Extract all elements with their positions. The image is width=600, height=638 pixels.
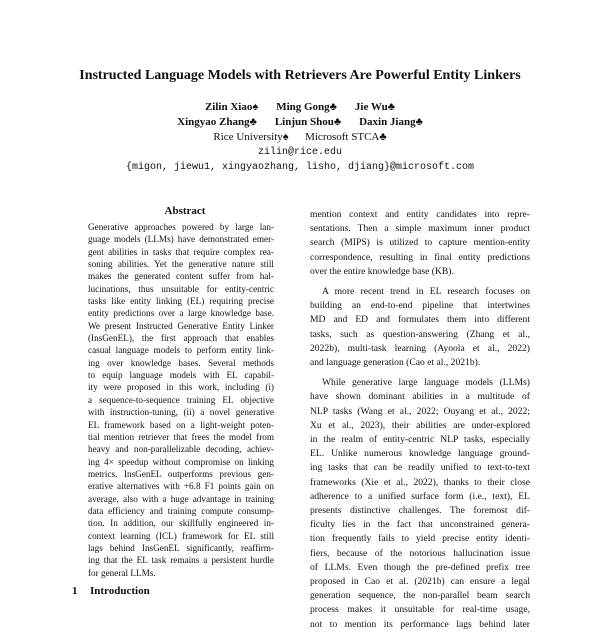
abstract-line: average, also with a huge advantage in training [88, 493, 274, 504]
body-text-right-column [310, 208, 530, 638]
body-line: fiers, because of the notorious hallucination issue [310, 547, 530, 559]
author-name: Zilin Xiao♠ [204, 101, 259, 113]
body-line: 2022b), multi-task learning (Ayoola et al., 2022) [310, 342, 530, 354]
body-paragraph [310, 285, 530, 370]
body-line: and language generation (Cao et al., 2021b). [310, 357, 481, 369]
abstract-line: erative alternatives with +6.8 F1 points gain on [88, 481, 274, 492]
author-name: Ming Gong♣ [276, 101, 337, 113]
body-line: have shown dominant abilities in a multitude of [310, 391, 530, 403]
body-line: A more recent trend in EL research focuses on [322, 286, 530, 298]
abstract-line: guage models (LLMs) have demonstrated emer- [88, 234, 274, 245]
body-line: EL. Unlike numerous knowledge language ground- [310, 448, 530, 460]
body-line: correspondence, resulting in final entity predictions [310, 251, 530, 263]
body-paragraph [310, 376, 530, 632]
body-line: tasks, such as question-answering (Zhang et al., [310, 328, 530, 340]
body-line: building an end-to-end pipeline that intertwines [310, 300, 530, 312]
body-line: over the entire knowledge base (KB). [310, 265, 454, 277]
abstract-line: EL framework based on a light-weight poten- [88, 419, 274, 430]
author-name: Linjun Shou♣ [274, 116, 342, 128]
abstract-line: ing 4× speedup without compromise on linking [88, 456, 274, 467]
body-line: in the realm of entity-centric NLP tasks, especially [310, 434, 530, 446]
body-line: ing tasks that can be readily unified to text-to-text [310, 462, 530, 474]
abstract-line: metrics. InsGenEL outperforms previous gen- [88, 468, 274, 479]
abstract-line: with instruction-tuning, (ii) a novel generative [88, 407, 274, 418]
body-line: process makes it unsuitable for real-time usage, [310, 604, 530, 616]
abstract-line: casual language models to perform entity link- [88, 345, 274, 356]
body-line: frameworks (Xie et al., 2022), thanks to their close [310, 476, 530, 488]
author-name: Jie Wu♣ [354, 101, 396, 113]
section-heading-introduction [72, 585, 150, 597]
body-line: sentations. Then a simple maximum inner product [310, 223, 530, 235]
abstract-line: ing that the EL task remains a persistent hurdle [88, 555, 274, 566]
abstract-line: lags behind InsGenEL significantly, reaffirm- [88, 542, 274, 553]
abstract-line: (InsGenEL), the first approach that enables [88, 333, 274, 344]
abstract-line: context learning (ICL) framework for EL still [88, 530, 274, 541]
abstract-line: data efficiency and training compute consump- [88, 505, 274, 516]
abstract-line: entity predictions over a large knowledge base. [88, 308, 274, 319]
abstract-line: tion. In addition, our skillfully engineered in- [88, 518, 274, 529]
body-line: MD and ED and formulates them into different [310, 314, 530, 326]
body-line: not to mention its performance lags behind later [310, 618, 530, 630]
section-title: Introduction [90, 585, 150, 597]
abstract-line: lucinations, thus unsuitable for entity-centric [88, 283, 274, 294]
abstract-line: tasks like entity linking (EL) requiring precise [88, 296, 274, 307]
abstract-line: heavy and non-parallelizable decoding, achiev- [88, 444, 274, 455]
affiliations: Rice University♠ Microsoft STCA♣ [213, 131, 387, 143]
body-line: NLP tasks (Wang et al., 2022; Ouyang et al., 2022; [310, 405, 530, 417]
author-name: Xingyao Zhang♣ [177, 116, 257, 128]
abstract-line: ity were proposed in this work, including (i) [88, 382, 274, 393]
body-line: tion frequently fails to yield precise entity identi- [310, 533, 530, 545]
abstract-line: a sequence-to-sequence training EL objective [88, 394, 274, 405]
abstract-heading: Abstract [164, 205, 206, 217]
abstract-line: tial mention retriever that frees the model from [88, 431, 274, 442]
author-name: Daxin Jiang♣ [359, 116, 423, 128]
abstract-line: for general LLMs. [88, 567, 156, 578]
author-line-1 [0, 101, 600, 113]
abstract-line: soning abilities. Yet the generative nature still [88, 259, 274, 270]
body-line: mention context and entity candidates into repre- [310, 209, 530, 220]
body-line: proposed in Cao et al. (2021b) can ensure a legal [310, 576, 530, 588]
paper-title: Instructed Language Models with Retrievers Are Powerful Entity Linkers [79, 68, 521, 83]
abstract-line: to equip language models with EL capabil- [88, 370, 274, 381]
body-line: of LLMs. Even though the pre-defined prefix tree [310, 561, 530, 573]
abstract-line: ing over knowledge bases. Several methods [88, 357, 274, 368]
abstract-line: gent abilities in tasks that require complex rea- [88, 246, 274, 257]
section-number: 1 [72, 585, 78, 597]
body-line: While generative large language models (LLMs) [322, 377, 530, 389]
author-email: zilin@rice.edu [257, 147, 342, 158]
abstract-line: We present Instructed Generative Entity Linker [88, 320, 274, 331]
abstract-line: makes the generated content suffer from hal- [88, 271, 274, 282]
body-paragraph [310, 208, 530, 279]
body-line: search (MIPS) is utilized to capture mention-entity [310, 237, 530, 249]
abstract-line: Generative approaches powered by large lan- [88, 222, 274, 232]
body-line: generation sequence, the non-parallel beam search [310, 590, 530, 602]
body-line: presents distinctive challenges. The foremost dif- [310, 505, 530, 517]
author-line-2 [0, 116, 600, 128]
body-line: adherence to a unified surface form (i.e., text), EL [310, 490, 530, 502]
body-line: ficulty lies in the fact that unconstrained genera- [310, 519, 530, 531]
author-emails: {migon, jiewu1, xingyaozhang, lisho, djiang}@microsoft.com [125, 162, 475, 173]
body-line: Xu et al., 2023), their abilities are under-explored [310, 419, 530, 431]
abstract-body [88, 221, 274, 579]
